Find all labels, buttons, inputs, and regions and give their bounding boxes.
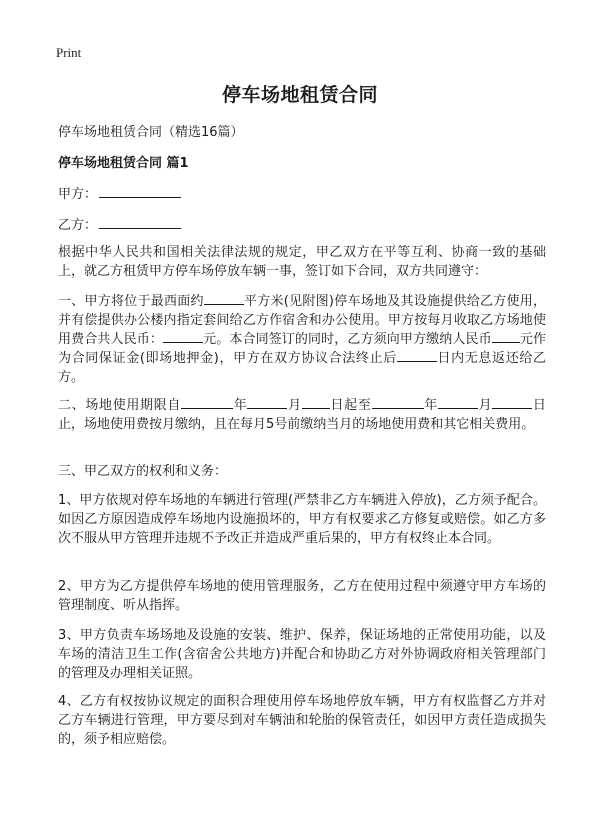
party-a-line [58,183,181,202]
clause-3-heading: 三、甲乙双方的权利和义务： [58,464,228,479]
clause-2-month-label: 月 [287,398,302,413]
area-blank [204,292,244,305]
clause-2-year-label: 年 [233,398,248,413]
deposit-blank [492,330,520,343]
clause-2-text-to: 日起至 [329,398,372,413]
clause-2-year-label-2: 年 [423,398,438,413]
print-link[interactable]: Print [56,45,82,60]
clause-1-text-c: 元。本合同签订的同时，乙方须向甲方缴纳人民币 [202,332,492,347]
clause-2-paragraph [58,396,546,434]
party-b-blank [99,216,181,229]
document-title: 停车场地租赁合同 [221,84,378,106]
clause-1-text-d: 元作为合同保证金(即场地押金)，甲方在双方协议合法终止后 [58,332,546,366]
start-month-blank [247,396,287,409]
clause-3-item-3: 3、甲方负责车场场地及设施的安装、维护、保养，保证场地的正常使用功能，以及车场的清洁卫生工作(含宿舍公共地方)并配合和协助乙方对外协调政府相关管理部门的管理及办理相关证照。 [58,628,546,681]
party-a-label: 甲方： [58,187,98,202]
fee-blank [163,330,203,343]
clause-3-item-2: 2、甲方为乙方提供停车场地的使用管理服务，乙方在使用过程中须遵守甲方车场的管理制度、听从指挥。 [58,579,546,613]
clause-1-text-e: 日内无息返还给乙方。 [58,351,546,385]
intro-paragraph: 根据中华人民共和国相关法律法规的规定，甲乙双方在平等互利、协商一致的基础上，就乙方租赁甲方停车场停放车辆一事，签订如下合同，双方共同遵守： [58,245,546,279]
party-b-label: 乙方： [58,218,98,233]
start-day-blank [302,396,330,409]
clause-3-item-4: 4、乙方有权按协议规定的面积合理使用停车场地停放车辆，甲方有权监督乙方并对乙方车辆进行管理，甲方要尽到对车辆油和轮胎的保管责任，如因甲方责任造成损失的，须予相应赔偿。 [58,694,546,747]
end-month-blank [438,396,478,409]
party-b-line [58,214,181,233]
refund-days-blank [397,349,437,362]
clause-2-text-end: 日止，场地使用费按月缴纳，且在每月5号前缴纳当月的场地使用费和其它相关费用。 [58,398,546,432]
party-a-blank [99,185,181,198]
clause-1-text-a: 一、甲方将位于最西面约 [58,294,204,309]
clause-2-month-label-2: 月 [477,398,493,413]
clause-1-paragraph [58,292,546,387]
document-subtitle: 停车场地租赁合同（精选16篇） [58,125,244,140]
section-heading: 停车场地租赁合同 篇1 [58,156,189,171]
end-year-blank [372,396,424,409]
end-day-blank [492,396,532,409]
clause-1-text-b: 平方米(见附图)停车场地及其设施提供给乙方使用，并有偿提供办公楼内指定套间给乙方作宿舍和办公使用。甲方按每月收取乙方场地使用费合共人民币： [58,294,546,347]
start-year-blank [181,396,233,409]
clause-3-item-1: 1、甲方依规对停车场地的车辆进行管理(严禁非乙方车辆进入停放)，乙方须予配合。如因乙方原因造成停车场地内设施损坏的，甲方有权要求乙方修复或赔偿。如乙方多次不服从甲方管理并违规不予改正并造成严重后果的，甲方有权终止本合同。 [58,493,546,546]
clause-2-text-a: 二、场地使用期限自 [58,398,182,413]
